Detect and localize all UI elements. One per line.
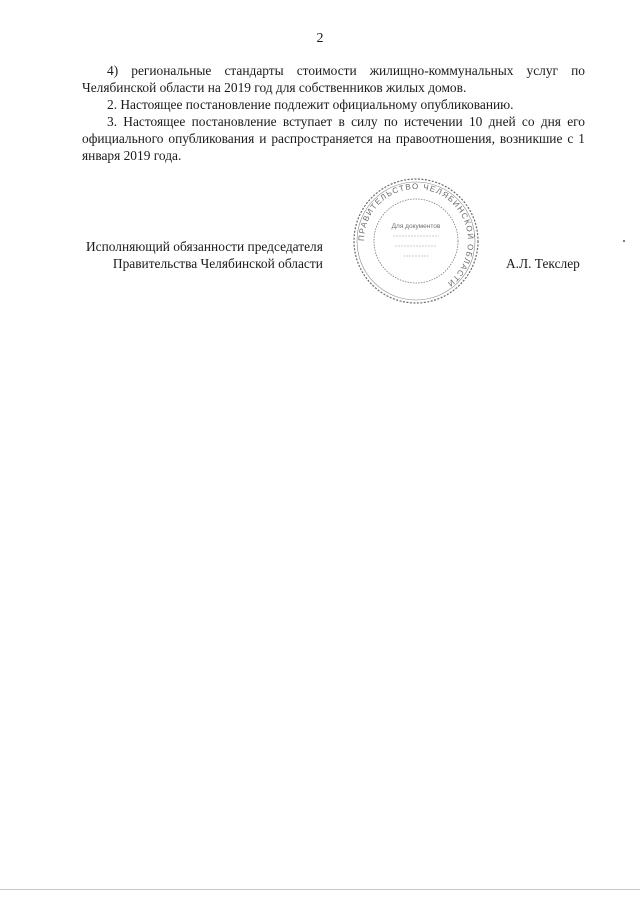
document-body	[82, 62, 585, 164]
paragraph-entry-into-force: 3. Настоящее постановление вступает в силу по истечении 10 дней со дня его официального опубликования и распространяется на правоотношения, возникшие с 1 января 2019 года.	[82, 114, 585, 163]
official-seal-stamp	[351, 176, 481, 306]
signer-name: А.Л. Текслер	[506, 256, 580, 271]
page-number: 2	[316, 31, 324, 46]
signer-position-line-1: Исполняющий обязанности председателя	[86, 239, 323, 254]
scan-edge-line	[0, 889, 640, 890]
signer-position	[86, 238, 323, 272]
scan-speck	[623, 240, 625, 242]
paragraph-item-4: 4) региональные стандарты стоимости жилищно-коммунальных услуг по Челябинской области на 2019 год для собственников жилых домов.	[82, 63, 585, 95]
seal-inner-text: Для документов	[391, 223, 441, 230]
signer-position-line-2: Правительства Челябинской области	[112, 256, 323, 271]
seal-outer-text: ПРАВИТЕЛЬСТВО ЧЕЛЯБИНСКОЙ ОБЛАСТИ	[356, 181, 476, 289]
paragraph-publication: 2. Настоящее постановление подлежит официальному опубликованию.	[107, 97, 514, 112]
